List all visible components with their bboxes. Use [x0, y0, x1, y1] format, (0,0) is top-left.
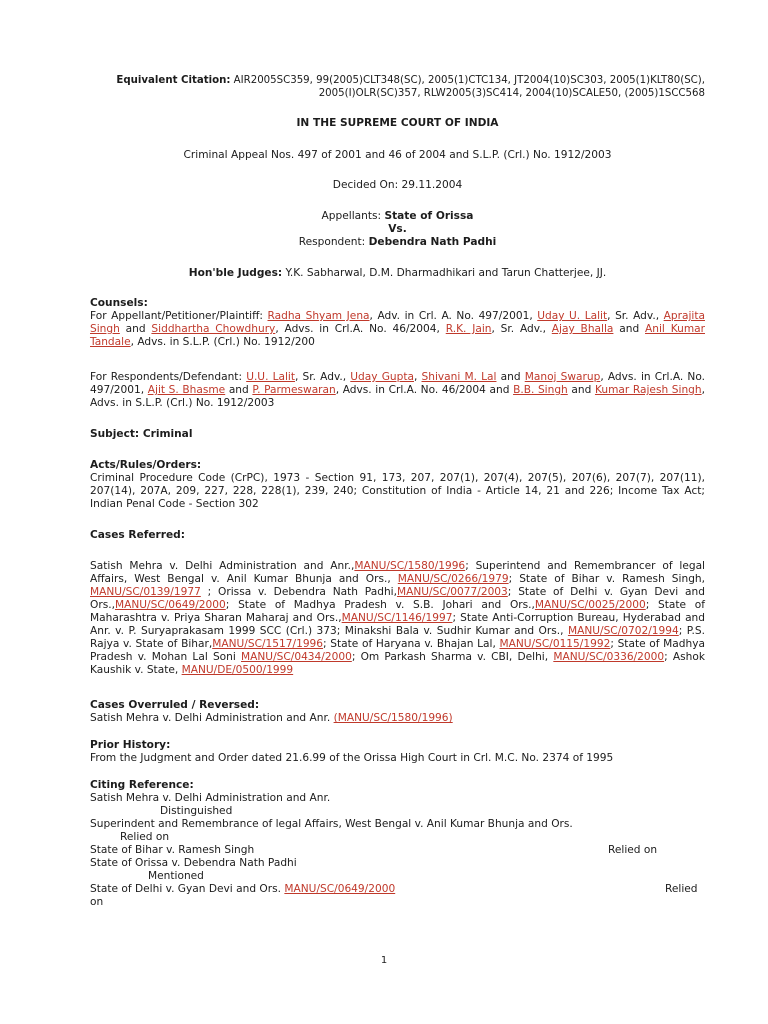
citing-case: State of Bihar v. Ramesh Singh: [90, 844, 255, 856]
text-fragment: and: [496, 371, 525, 383]
case-link[interactable]: MANU/SC/0115/1992: [499, 638, 611, 650]
citing-row: [90, 792, 710, 805]
cases-referred-text: [90, 560, 705, 677]
counsels-heading: [90, 297, 705, 310]
text-fragment: , Advs. in Crl.A. No. 46/2004 and: [335, 384, 514, 396]
appeal-numbers: Criminal Appeal Nos. 497 of 2001 and 46 of 2004 and S.L.P. (Crl.) No. 1912/2003: [183, 149, 612, 161]
citing-link[interactable]: MANU/SC/0649/2000: [284, 883, 396, 895]
appellants-label: Appellants:: [321, 210, 382, 222]
respondent-label: Respondent:: [298, 236, 366, 248]
citing-row: [90, 870, 710, 883]
equivalent-citation-line1: AIR2005SC359, 99(2005)CLT348(SC), 2005(1)CTC134, JT2004(10)SC303, 2005(1)KLT80(SC),: [233, 75, 705, 86]
acts-heading: Acts/Rules/Orders:: [90, 459, 202, 471]
text-fragment: , Sr. Adv.,: [607, 310, 664, 322]
case-link[interactable]: MANU/SC/0702/1994: [567, 625, 679, 637]
citing-row: [90, 831, 710, 844]
prior-history-text: From the Judgment and Order dated 21.6.99 of the Orissa High Court in Crl. M.C. No. 2374 of 1995: [90, 752, 614, 764]
respondent-line: [90, 236, 705, 249]
equivalent-citation: [85, 75, 705, 100]
counsel-link[interactable]: Radha Shyam Jena: [267, 310, 370, 322]
appellants-name: State of Orissa: [384, 210, 474, 222]
decision-date: Decided On: 29.11.2004: [332, 179, 463, 191]
overruled-link[interactable]: (MANU/SC/1580/1996): [333, 712, 453, 724]
prior-history-heading: Prior History:: [90, 739, 171, 751]
case-link[interactable]: MANU/SC/0077/2003: [396, 586, 508, 598]
text-fragment: , Adv. in Crl. A. No. 497/2001,: [369, 310, 538, 322]
text-fragment: , Sr. Adv.,: [491, 323, 552, 335]
text-fragment: For Respondents/Defendant:: [90, 371, 247, 383]
citing-reference-heading: Citing Reference:: [90, 779, 194, 791]
text-fragment: ; State of Madhya Pradesh v. Mohan Lal Soni: [90, 638, 705, 663]
text-fragment: ; Ashok Kaushik v. State,: [90, 651, 705, 676]
equivalent-citation-line2: 2005(I)OLR(SC)357, RLW2005(3)SC414, 2004(10)SCALE50, (2005)1SCC568: [318, 87, 705, 99]
court-name: IN THE SUPREME COURT OF INDIA: [296, 117, 499, 129]
text-fragment: ; State Anti-Corruption Bureau, Hyderabad and Anr. v. P. Suryaprakasam 1999 SCC (Crl.) 373; Minakshi Bala v. Sudhir Kumar and Ors.,: [90, 612, 705, 637]
equivalent-citation-label: Equivalent Citation:: [116, 75, 231, 86]
case-link[interactable]: MANU/SC/1517/1996: [212, 638, 324, 650]
case-link[interactable]: MANU/SC/0434/2000: [241, 651, 352, 663]
cases-referred-heading: Cases Referred:: [90, 529, 185, 541]
text-fragment: ; State of Madhya Pradesh v. S.B. Johari and Ors.,: [225, 599, 535, 611]
text-fragment: ,: [413, 371, 422, 383]
text-fragment: ; State of Haryana v. Bhajan Lal,: [323, 638, 500, 650]
counsel-link[interactable]: B.B. Singh: [513, 384, 568, 396]
citing-status: Mentioned: [148, 870, 204, 882]
citing-status: Relied on: [120, 831, 170, 843]
page-number: 1: [380, 955, 388, 966]
text-fragment: , Sr. Adv.,: [295, 371, 351, 383]
case-link[interactable]: MANU/SC/1146/1997: [341, 612, 453, 624]
text-fragment: ; Om Parkash Sharma v. CBI, Delhi,: [351, 651, 554, 663]
counsels-heading-text: Counsels:: [90, 297, 148, 309]
text-fragment: ; State of Delhi v. Gyan Devi and Ors.,: [90, 586, 705, 611]
text-fragment: ; Orissa v. Debendra Nath Padhi,: [200, 586, 397, 598]
case-link[interactable]: MANU/SC/0649/2000: [114, 599, 226, 611]
subject-line: Subject: Criminal: [90, 428, 193, 440]
counsel-link[interactable]: Uday U. Lalit: [537, 310, 608, 322]
respondent-name: Debendra Nath Padhi: [368, 236, 497, 248]
text-fragment: , Advs. in S.L.P. (Crl.) No. 1912/2003: [90, 384, 705, 409]
citing-status: Distinguished: [160, 805, 233, 817]
text-fragment: For Appellant/Petitioner/Plaintiff:: [90, 310, 268, 322]
text-fragment: and: [225, 384, 253, 396]
case-link[interactable]: MANU/SC/1580/1996: [354, 560, 466, 572]
counsel-link[interactable]: Uday Gupta: [350, 371, 414, 383]
acts-section: [90, 459, 705, 511]
overruled-section: [90, 699, 705, 725]
counsel-link[interactable]: Shivani M. Lal: [421, 371, 497, 383]
counsel-link[interactable]: Aprajita Singh: [90, 310, 705, 335]
acts-text: Criminal Procedure Code (CrPC), 1973 - Section 91, 173, 207, 207(1), 207(4), 207(5), 207(6), 207(7), 207(11), 207(14), 207A, 209, 227, 228, 228(1), 239, 240; Constitution of India - Article 14, 21 and 226; Income Tax Act; Indian Penal Code - Section 302: [90, 472, 705, 510]
citing-row: [90, 805, 710, 818]
counsel-link[interactable]: Ajay Bhalla: [551, 323, 614, 335]
counsel-link[interactable]: Anil Kumar Tandale: [90, 323, 705, 348]
citing-status: on: [90, 896, 104, 908]
text-fragment: and: [613, 323, 646, 335]
text-fragment: and: [119, 323, 152, 335]
citing-row: [90, 857, 710, 870]
judges-names: Y.K. Sabharwal, D.M. Dharmadhikari and Tarun Chatterjee, JJ.: [285, 267, 607, 279]
text-fragment: ; State of Bihar v. Ramesh Singh,: [508, 573, 706, 585]
text-fragment: Satish Mehra v. Delhi Administration and Anr.,: [90, 560, 355, 572]
prior-history-section: [90, 739, 705, 765]
case-link[interactable]: MANU/DE/0500/1999: [181, 664, 294, 676]
appellants-line: [90, 210, 705, 223]
counsel-link[interactable]: Siddhartha Chowdhury: [151, 323, 276, 335]
case-link[interactable]: MANU/SC/0025/2000: [534, 599, 646, 611]
judges-label: Hon'ble Judges:: [188, 267, 283, 279]
counsel-link[interactable]: P. Parmeswaran: [252, 384, 336, 396]
counsel-link[interactable]: R.K. Jain: [445, 323, 492, 335]
judges-line: [90, 267, 705, 280]
text-fragment: and: [567, 384, 595, 396]
text-fragment: , Advs. in Crl.A. No. 497/2001,: [90, 371, 705, 396]
citing-row: [90, 896, 710, 909]
citing-status: Relied: [665, 883, 698, 895]
citing-case: State of Orissa v. Debendra Nath Padhi: [90, 857, 297, 869]
appellant-counsels: [90, 310, 705, 349]
counsel-link[interactable]: Kumar Rajesh Singh: [594, 384, 702, 396]
citing-reference-section: [90, 779, 710, 909]
citing-case: Superindent and Remembrance of legal Affairs, West Bengal v. Anil Kumar Bhunja and Ors.: [90, 818, 573, 830]
overruled-heading: Cases Overruled / Reversed:: [90, 699, 260, 711]
text-fragment: ; P.S. Rajya v. State of Bihar,: [90, 625, 705, 650]
overruled-text: Satish Mehra v. Delhi Administration and Anr.: [90, 712, 334, 724]
counsel-link[interactable]: Manoj Swarup: [524, 371, 601, 383]
versus: Vs.: [388, 223, 407, 235]
citing-case: Satish Mehra v. Delhi Administration and Anr.: [90, 792, 331, 804]
respondent-counsels: [90, 371, 705, 410]
case-link[interactable]: MANU/SC/0336/2000: [553, 651, 665, 663]
text-fragment: , Advs. in S.L.P. (Crl.) No. 1912/200: [130, 336, 315, 348]
case-link[interactable]: MANU/SC/0139/1977: [90, 586, 201, 598]
citing-row: [90, 818, 710, 831]
counsel-link[interactable]: U.U. Lalit: [246, 371, 296, 383]
text-fragment: ; Superintend and Remembrancer of legal Affairs, West Bengal v. Anil Kumar Bhunja and Ors.,: [90, 560, 706, 585]
citing-row: [90, 883, 710, 896]
citing-case: State of Delhi v. Gyan Devi and Ors.: [90, 883, 285, 895]
text-fragment: ; State of Maharashtra v. Priya Sharan Maharaj and Ors.,: [90, 599, 705, 624]
citing-status: Relied on: [608, 844, 658, 856]
citing-row: [90, 844, 710, 857]
counsel-link[interactable]: Ajit S. Bhasme: [147, 384, 226, 396]
case-link[interactable]: MANU/SC/0266/1979: [397, 573, 509, 585]
text-fragment: , Advs. in Crl.A. No. 46/2004,: [275, 323, 446, 335]
